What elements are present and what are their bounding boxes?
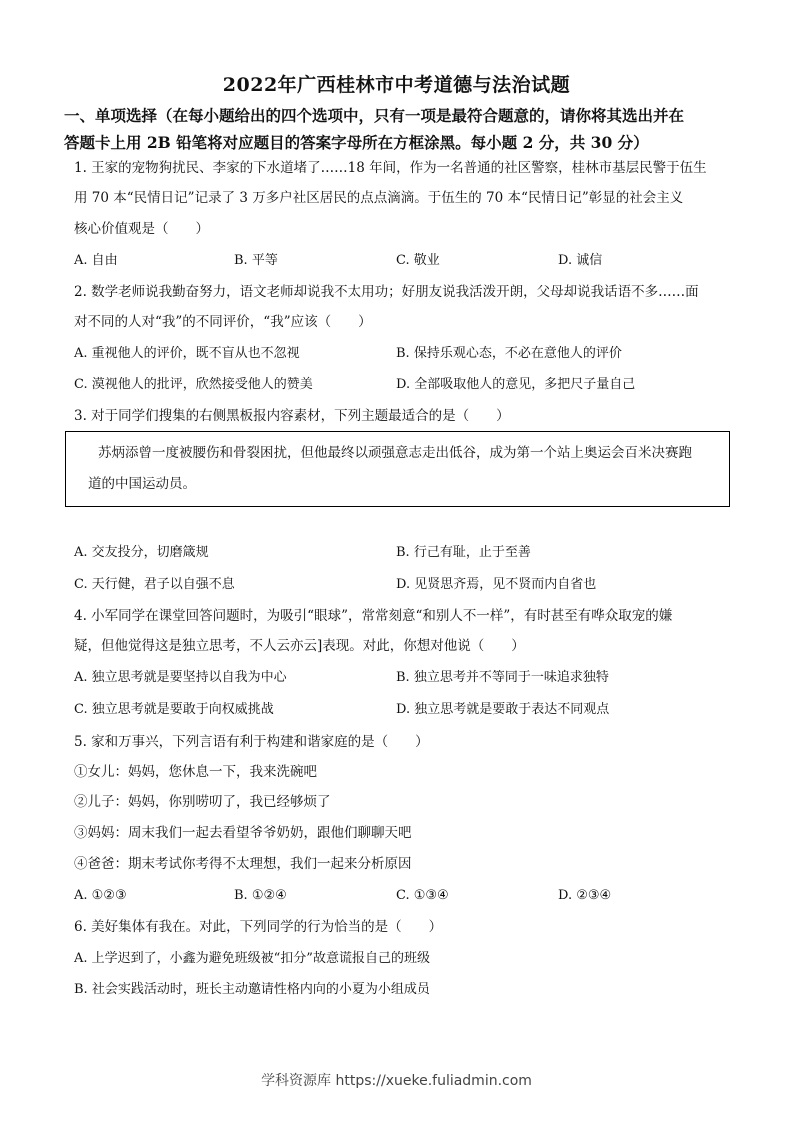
section-heading-line-2: 答题卡上用 2B 铅笔将对应题目的答案字母所在方框涂黑。每小题 2 分，共 30 分） bbox=[64, 133, 649, 152]
q2-option-b: B. 保持乐观心态，不必在意他人的评价 bbox=[396, 346, 622, 361]
q5-stem-line-1: 5. 家和万事兴，下列言语有利于构建和谐家庭的是（ ） bbox=[74, 734, 429, 750]
q3-material-box bbox=[65, 431, 730, 507]
page-title: 2022年广西桂林市中考道德与法治试题 bbox=[222, 74, 571, 96]
q6-option-b: B. 社会实践活动时，班长主动邀请性格内向的小夏为小组成员 bbox=[74, 982, 430, 997]
q2-option-c: C. 漠视他人的批评，欣然接受他人的赞美 bbox=[74, 377, 313, 392]
q3-stem-line-1: 3. 对于同学们搜集的右侧黑板报内容素材，下列主题最适合的是（ ） bbox=[74, 408, 510, 424]
q5-option-d: D. ②③④ bbox=[558, 888, 612, 903]
q5-statement-3: ③妈妈：周末我们一起去看望爷爷奶奶，跟他们聊聊天吧 bbox=[74, 825, 412, 841]
q4-option-b: B. 独立思考并不等同于一味追求独特 bbox=[396, 670, 609, 685]
q5-option-b: B. ①②④ bbox=[234, 888, 287, 903]
q6-option-a: A. 上学迟到了，小鑫为避免班级被“扣分”故意谎报自己的班级 bbox=[74, 951, 430, 966]
footer-watermark: 学科资源库 https://xueke.fuliadmin.com bbox=[261, 1073, 532, 1089]
q5-statement-1: ①女儿：妈妈，您休息一下，我来洗碗吧 bbox=[74, 764, 317, 780]
q1-option-b: B. 平等 bbox=[234, 253, 278, 268]
q3-option-b: B. 行己有耻，止于至善 bbox=[396, 545, 531, 560]
q5-option-c: C. ①③④ bbox=[396, 888, 449, 903]
q5-option-a: A. ①②③ bbox=[74, 888, 127, 903]
q3-material-line-1: 苏炳添曾一度被腰伤和骨裂困扰，但他最终以顽强意志走出低谷，成为第一个站上奥运会百米决赛跑 bbox=[98, 445, 692, 461]
q6-stem-line-1: 6. 美好集体有我在。对此，下列同学的行为恰当的是（ ） bbox=[74, 919, 443, 935]
q4-option-d: D. 独立思考就是要敢于表达不同观点 bbox=[396, 702, 610, 717]
q1-stem-line-2: 用 70 本“民情日记”记录了 3 万多户社区居民的点点滴滴。于伍生的 70 本“民情日记”彰显的社会主义 bbox=[74, 190, 684, 206]
q4-stem-line-1: 4. 小军同学在课堂回答问题时，为吸引“眼球”，常常刻意“和别人不一样”，有时甚至有哗众取宠的嫌 bbox=[74, 608, 673, 624]
q4-stem-line-2: 疑，但他觉得这是独立思考，不人云亦云]表现。对此，你想对他说（ ） bbox=[74, 638, 525, 654]
q1-stem-line-1: 1. 王家的宠物狗扰民、李家的下水道堵了……18 年间，作为一名普通的社区警察，桂林市基层民警于伍生 bbox=[74, 160, 707, 176]
q3-material-line-2: 道的中国运动员。 bbox=[88, 476, 196, 492]
q5-statement-2: ②儿子：妈妈，你别唠叨了，我已经够烦了 bbox=[74, 794, 331, 810]
section-heading-line-1: 一、单项选择（在每小题给出的四个选项中，只有一项是最符合题意的，请你将其选出并在 bbox=[64, 106, 685, 125]
q1-option-d: D. 诚信 bbox=[558, 253, 603, 268]
section-heading bbox=[64, 102, 736, 156]
q4-option-a: A. 独立思考就是要坚持以自我为中心 bbox=[74, 670, 287, 685]
q2-stem-line-1: 2. 数学老师说我勤奋努力，语文老师却说我不太用功；好朋友说我活泼开朗，父母却说我话语不多……面 bbox=[74, 284, 699, 300]
q4-option-c: C. 独立思考就是要敢于向权威挑战 bbox=[74, 702, 274, 717]
q2-stem-line-2: 对不同的人对“我”的不同评价，“我”应该（ ） bbox=[74, 314, 372, 330]
q3-option-d: D. 见贤思齐焉，见不贤而内自省也 bbox=[396, 577, 597, 592]
q3-option-a: A. 交友投分，切磨箴规 bbox=[74, 545, 209, 560]
q3-option-c: C. 天行健，君子以自强不息 bbox=[74, 577, 235, 592]
q2-option-a: A. 重视他人的评价，既不盲从也不忽视 bbox=[74, 346, 300, 361]
q1-stem-line-3: 核心价值观是（ ） bbox=[74, 221, 209, 237]
q5-statement-4: ④爸爸：期末考试你考得不太理想，我们一起来分析原因 bbox=[74, 856, 412, 872]
q1-option-a: A. 自由 bbox=[74, 253, 118, 268]
q1-option-c: C. 敬业 bbox=[396, 253, 440, 268]
q2-option-d: D. 全部吸取他人的意见，多把尺子量自己 bbox=[396, 377, 636, 392]
